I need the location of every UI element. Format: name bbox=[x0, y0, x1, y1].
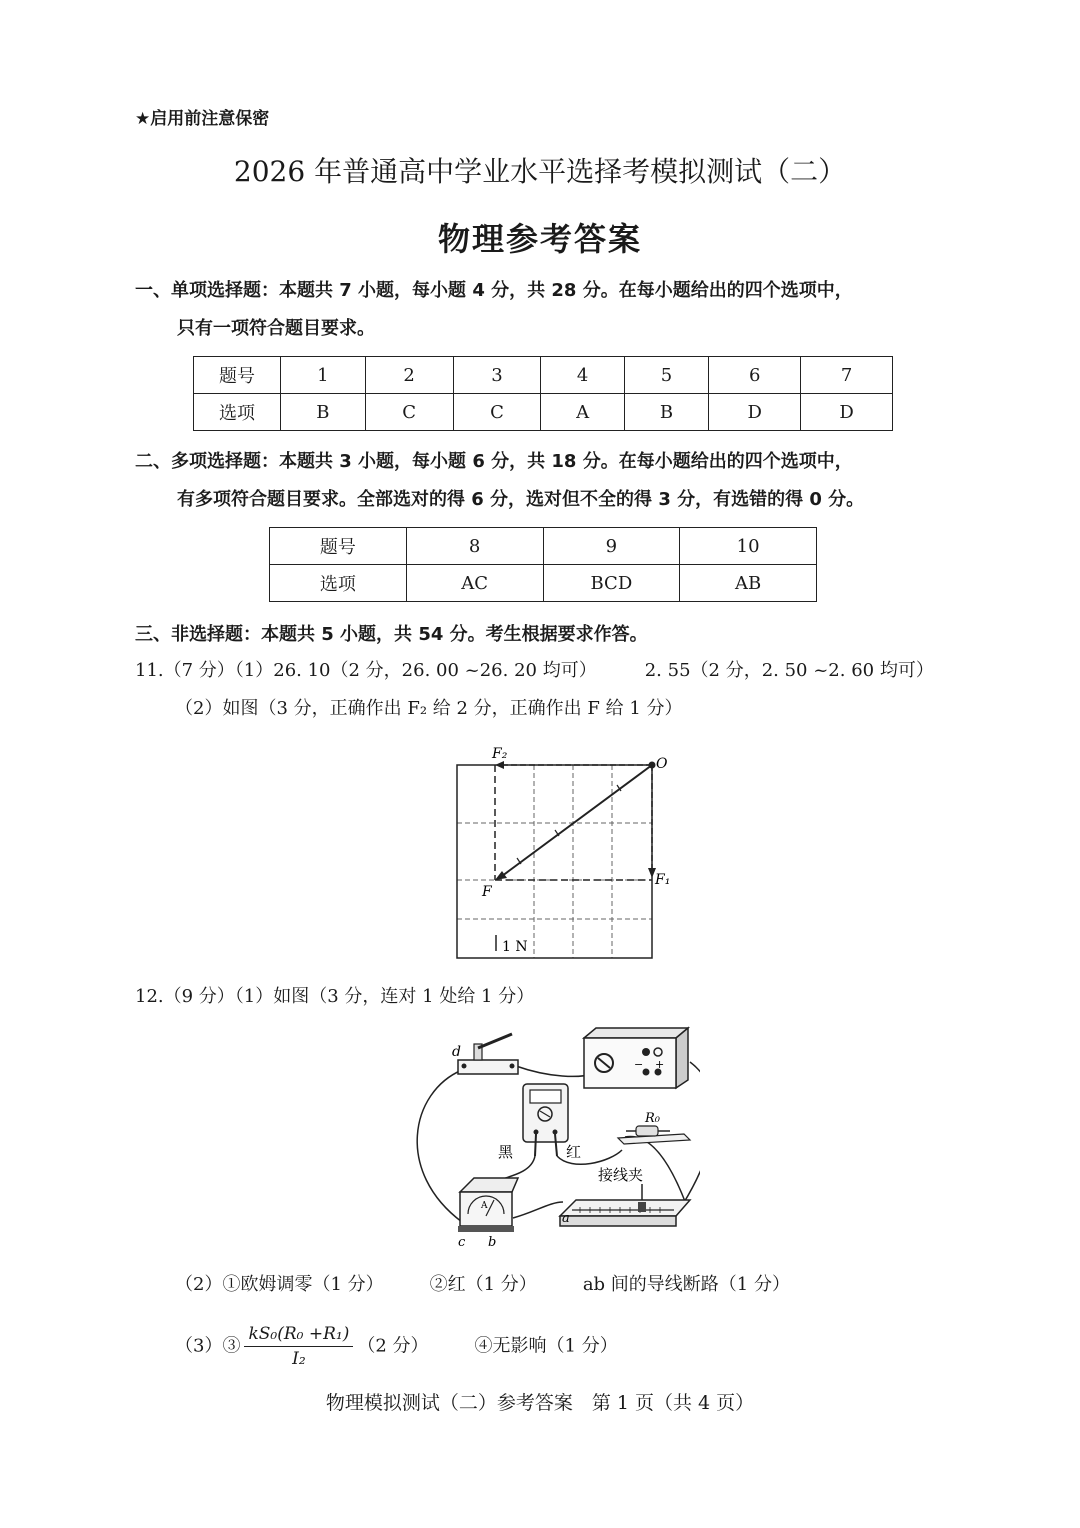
switch-d bbox=[458, 1034, 518, 1074]
answer-cell: D bbox=[801, 394, 893, 431]
question-number: 3 bbox=[453, 357, 541, 394]
answer-cell: B bbox=[624, 394, 709, 431]
section1-heading bbox=[135, 272, 965, 348]
question-number: 1 bbox=[281, 357, 366, 394]
power-supply bbox=[584, 1028, 688, 1088]
question-number: 5 bbox=[624, 357, 709, 394]
section2-heading bbox=[135, 443, 965, 519]
row-label-question: 题号 bbox=[270, 528, 407, 565]
label-r0: R₀ bbox=[645, 1111, 660, 1126]
exam-title: 2026 年普通高中学业水平选择考模拟测试（二） bbox=[233, 155, 847, 188]
f-arrowhead bbox=[495, 871, 507, 880]
f2-arrowhead bbox=[495, 761, 504, 769]
answer-cell: AC bbox=[406, 565, 543, 602]
resistor-r0 bbox=[618, 1126, 690, 1144]
q11-line1 bbox=[135, 656, 934, 686]
label-f1: F₁ bbox=[655, 872, 671, 888]
q12-circuit-diagram bbox=[400, 1022, 700, 1256]
label-red-probe: 红 bbox=[566, 1143, 582, 1161]
section3-heading: 三、非选择题：本题共 5 小题，共 54 分。考生根据要求作答。 bbox=[135, 624, 648, 645]
section2-heading-line1: 二、多项选择题：本题共 3 小题，每小题 6 分，共 18 分。在每小题给出的四个选项中， bbox=[135, 451, 853, 472]
q11-line2: （2）如图（3 分，正确作出 F₂ 给 2 分，正确作出 F 给 1 分） bbox=[175, 698, 683, 719]
answer-cell: C bbox=[365, 394, 453, 431]
section1-heading-line2: 只有一项符合题目要求。 bbox=[177, 318, 375, 339]
question-number: 6 bbox=[709, 357, 801, 394]
label-ammeter-a: A bbox=[481, 1201, 488, 1211]
resistance-wire-board bbox=[560, 1200, 690, 1226]
page-footer: 物理模拟测试（二）参考答案 第 1 页（共 4 页） bbox=[325, 1392, 755, 1414]
label-c: c bbox=[458, 1235, 466, 1250]
multimeter bbox=[523, 1084, 568, 1156]
answer-cell: C bbox=[453, 394, 541, 431]
q11-part1-answer: 11.（7 分）（1）26. 10（2 分，26. 00 ~26. 20 均可） bbox=[135, 660, 597, 681]
section2-answer-table bbox=[269, 527, 817, 602]
label-black-probe: 黑 bbox=[498, 1143, 514, 1161]
q12-part2-answer-3: ab 间的导线断路（1 分） bbox=[582, 1274, 790, 1295]
section1-answer-table bbox=[193, 356, 893, 431]
label-d: d bbox=[452, 1044, 461, 1060]
label-f: F bbox=[482, 884, 492, 900]
f-resultant-arrow bbox=[502, 765, 652, 876]
q12-part2-answer-2: ②红（1 分） bbox=[429, 1274, 537, 1295]
question-number: 7 bbox=[801, 357, 893, 394]
page-title: 物理参考答案 bbox=[437, 220, 642, 258]
question-number: 2 bbox=[365, 357, 453, 394]
label-a: a bbox=[562, 1211, 570, 1226]
row-label-question: 题号 bbox=[194, 357, 281, 394]
label-scale: 1 N bbox=[502, 939, 528, 955]
answer-cell: AB bbox=[680, 565, 817, 602]
point-o bbox=[649, 762, 656, 769]
section1-heading-line1: 一、单项选择题：本题共 7 小题，每小题 4 分，共 28 分。在每小题给出的四个选项中， bbox=[135, 280, 853, 301]
ammeter bbox=[458, 1178, 518, 1232]
label-o: O bbox=[656, 756, 668, 772]
answer-cell: BCD bbox=[543, 565, 680, 602]
q12-line1: 12.（9 分）（1）如图（3 分，连对 1 处给 1 分） bbox=[135, 986, 535, 1007]
question-number: 10 bbox=[680, 528, 817, 565]
q11-part1-answer-b: 2. 55（2 分，2. 50 ~2. 60 均可） bbox=[644, 660, 934, 681]
svg-text:−: − bbox=[634, 1058, 644, 1071]
q12-part3-prefix: （3）③ bbox=[175, 1335, 241, 1357]
question-number: 8 bbox=[406, 528, 543, 565]
table-row-answers bbox=[194, 394, 893, 431]
table-row-answers bbox=[270, 565, 817, 602]
label-b: b bbox=[488, 1235, 497, 1250]
label-clip: 接线夹 bbox=[598, 1166, 644, 1184]
row-label-answer: 选项 bbox=[194, 394, 281, 431]
q12-part2-answer-1: （2）①欧姆调零（1 分） bbox=[175, 1274, 384, 1295]
q12-line3 bbox=[175, 1322, 618, 1371]
table-row-questions bbox=[194, 357, 893, 394]
q12-part3-score: （2 分） bbox=[357, 1335, 429, 1357]
question-number: 4 bbox=[541, 357, 624, 394]
section2-heading-line2: 有多项符合题目要求。全部选对的得 6 分，选对但不全的得 3 分，有选错的得 0 分。 bbox=[177, 489, 865, 510]
q12-formula bbox=[244, 1322, 353, 1371]
answer-cell: D bbox=[709, 394, 801, 431]
row-label-answer: 选项 bbox=[270, 565, 407, 602]
svg-text:+: + bbox=[655, 1058, 665, 1071]
grid bbox=[457, 765, 652, 958]
formula-numerator: kS₀(R₀ +R₁) bbox=[244, 1322, 353, 1347]
secret-notice: ★启用前注意保密 bbox=[135, 109, 270, 129]
q11-force-diagram bbox=[440, 738, 680, 960]
q12-part3-answer-4: ④无影响（1 分） bbox=[474, 1335, 618, 1357]
q12-line2 bbox=[175, 1270, 790, 1300]
answer-cell: B bbox=[281, 394, 366, 431]
diagram-frame bbox=[457, 765, 652, 958]
label-f2: F₂ bbox=[492, 746, 508, 762]
table-row-questions bbox=[270, 528, 817, 565]
formula-denominator: I₂ bbox=[292, 1349, 306, 1369]
answer-cell: A bbox=[541, 394, 624, 431]
question-number: 9 bbox=[543, 528, 680, 565]
